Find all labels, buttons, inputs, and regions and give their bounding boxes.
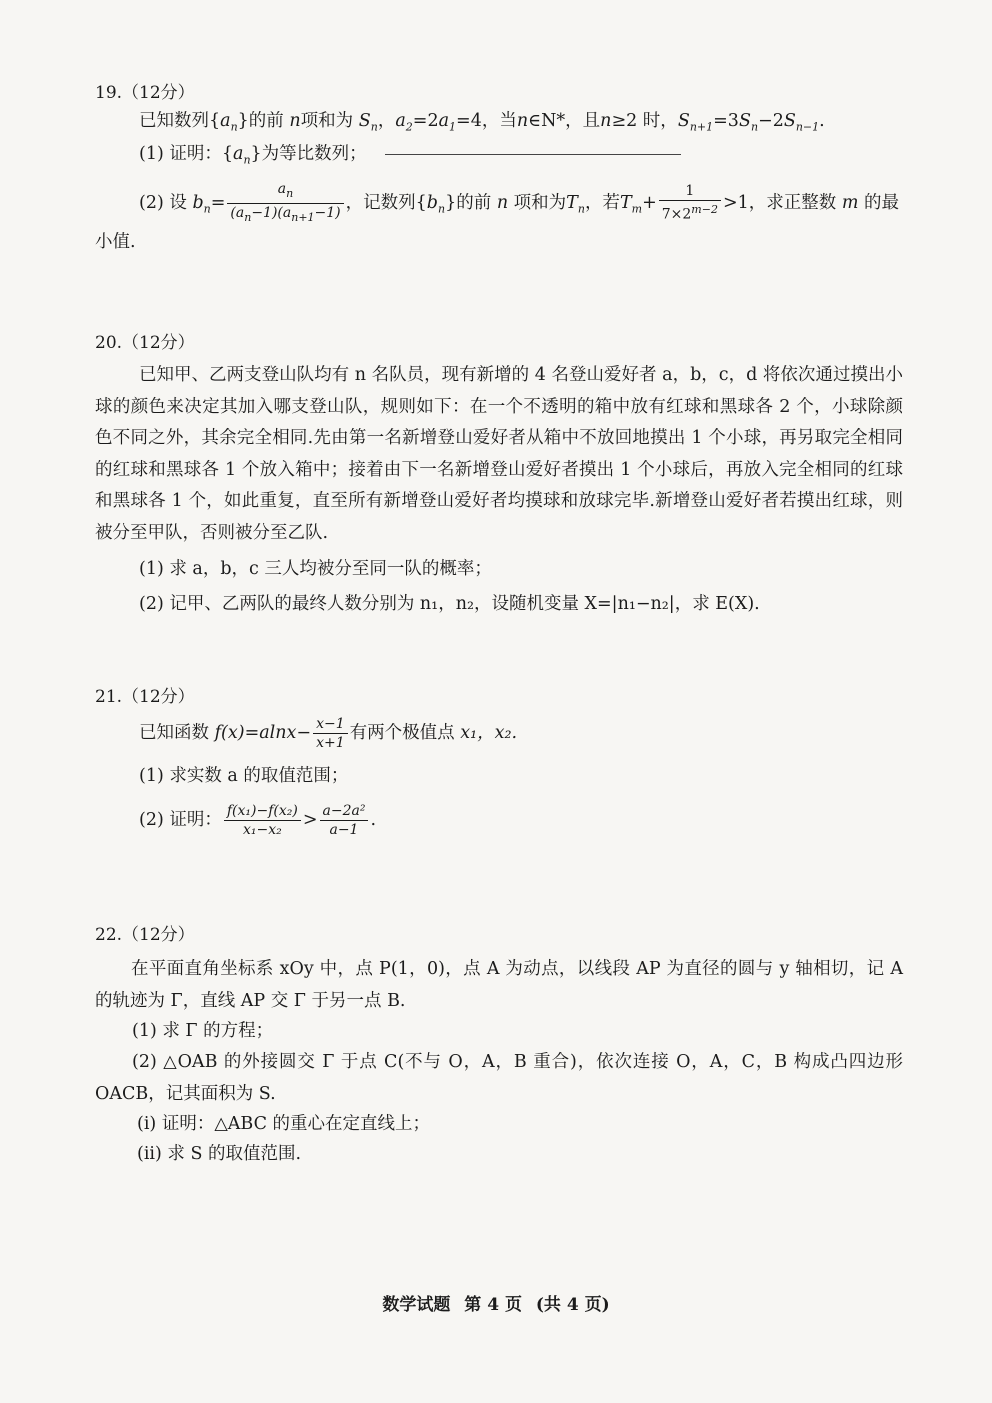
page-footer: [0, 1290, 992, 1315]
footer-total-pages: (共 4 页): [535, 1295, 610, 1315]
question-20-stem: 已知甲、乙两支登山队均有 n 名队员，现有新增的 4 名登山爱好者 a，b，c，d 将依次通过摸出小球的颜色来决定其加入哪支登山队，规则如下：在一个不透明的箱中放有红球和黑球各 2 个，小球除颜色不同之外，其余完全相同.先由第一名新增登山爱好者从箱中不放回地摸出 1 个小球，再另取完全相同的红球和黑球各 1 个放入箱中；接着由下一名新增登山爱好者摸出 1 个小球后，再放入完全相同的红球和黑球各 1 个，如此重复，直至所有新增登山爱好者均摸球和放球完毕.新增登山爱好者若摸出红球，则被分至甲队，否则被分至乙队.: [95, 365, 903, 543]
question-21-number: 21.（12分）: [95, 687, 195, 707]
question-22-stem: 在平面直角坐标系 xOy 中，点 P(1，0)，点 A 为动点，以线段 AP 为直径的圆与 y 轴相切，记 A 的轨迹为 Γ，直线 AP 交 Γ 于另一点 B.: [95, 959, 903, 1011]
question-22-part-2-i: (i) 证明：△ABC 的重心在定直线上；: [137, 1114, 431, 1134]
scan-line-artifact: [385, 154, 681, 155]
question-19-number: 19.（12分）: [95, 83, 195, 103]
question-20-number: 20.（12分）: [95, 333, 195, 353]
question-22-part-1: (1) 求 Γ 的方程；: [132, 1021, 274, 1041]
question-19-part-2: (2) 设 $b_n=$ $\frac{a_n}{(a_n-1)(a_{n+1}-1)}$ ，记数列$\{b_n\}$的前 n 项和为$T_n$，若$T_m+$ $\frac{1}{7\times 2^{m-2}}$ >1，求正整数 m 的最: [139, 180, 899, 227]
question-20-part-2: (2) 记甲、乙两队的最终人数分别为 n₁，n₂，设随机变量 X=|n₁−n₂|，求 E(X).: [139, 594, 760, 614]
fraction-bound: $\frac{\text{a−2a²}}{a-1}$: [320, 802, 369, 839]
question-21-part-1: (1) 求实数 a 的取值范围；: [139, 766, 349, 786]
question-22-part-2: (2) △OAB 的外接圆交 Γ 于点 C(不与 O，A，B 重合)，依次连接 O，A，C，B 构成凸四边形 OACB，记其面积为 S.: [95, 1052, 903, 1104]
fraction-tm: $\frac{1}{7\times 2^{m-2}}$: [659, 182, 721, 224]
question-22-part-2-ii: (ii) 求 S 的取值范围.: [137, 1144, 302, 1164]
question-19-part-1: (1) 证明：$\{a_n\}$为等比数列；: [139, 144, 367, 167]
fraction-bn: $\frac{a_n}{(a_n-1)(a_{n+1}-1)}$: [227, 180, 343, 227]
fraction-difference: $\frac{\text{f(x₁)−f(x₂)}}{\text{x₁−x₂}}$: [224, 802, 301, 839]
question-21-part-2: (2) 证明： $\frac{\text{f(x₁)−f(x₂)}}{\text{x₁−x₂}}$ > $\frac{\text{a−2a²}}{a-1}$ .: [139, 803, 377, 838]
fraction-function: $\frac{x-1}{x+1}$: [313, 715, 348, 752]
footer-subject: 数学试题: [382, 1295, 451, 1315]
question-19-stem: 已知数列$\{a_n\}$的前 n项和为 $S_n$，$a_2=2a_1=4$，当n∈N*，且n≥2 时，$S_{n+1}=3S_n-2S_{n-1}$.: [139, 111, 825, 134]
question-20-part-1: (1) 求 a，b，c 三人均被分至同一队的概率；: [139, 559, 492, 579]
question-21-stem: 已知函数 f(x)=alnx− $\frac{x-1}{x+1}$ 有两个极值点 x₁，x₂.: [139, 716, 518, 751]
question-22-number: 22.（12分）: [95, 925, 195, 945]
footer-page-number: 第 4 页: [464, 1295, 522, 1315]
question-19-part-2-tail: 小值.: [95, 232, 136, 252]
